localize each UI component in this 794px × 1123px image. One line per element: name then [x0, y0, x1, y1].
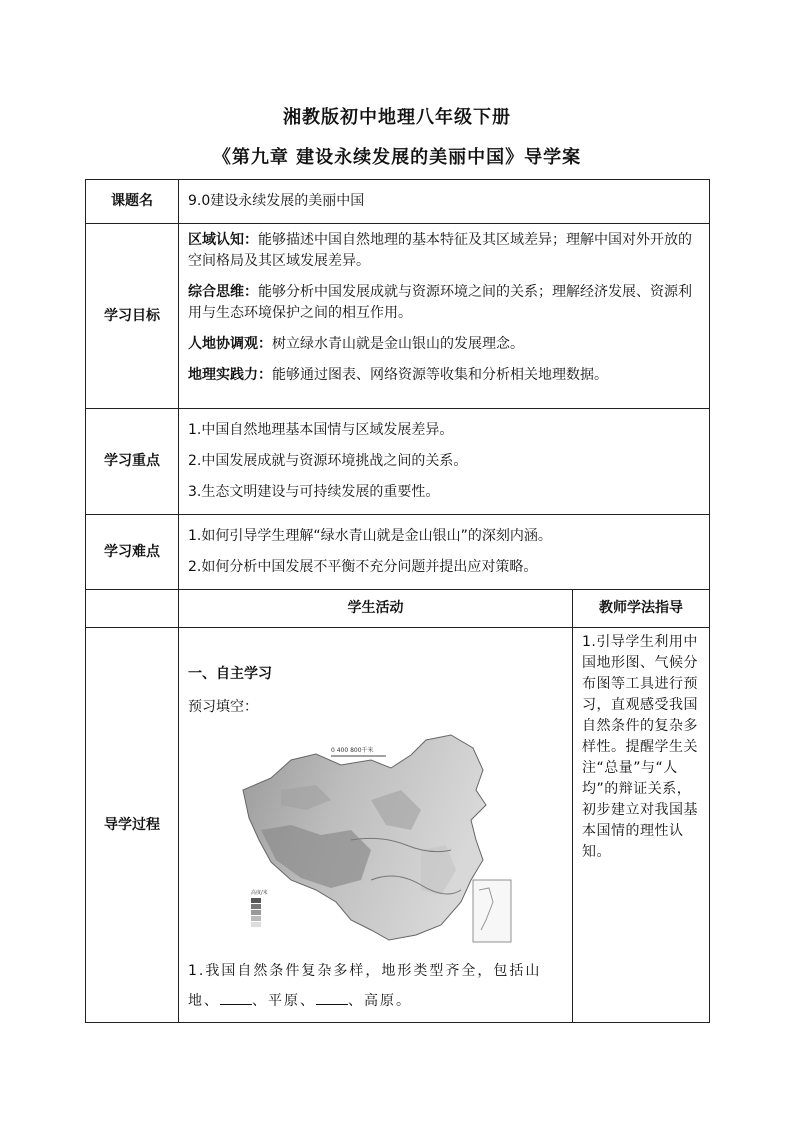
section-subtitle: 预习填空：: [188, 699, 258, 715]
process-label: 导学过程: [86, 628, 179, 1023]
teacher-guide-cell: 1.引导学生利用中国地形图、气候分布图等工具进行预习，直观感受我国自然条件的复杂多样性。提醒学生关注“总量”与“人均”的辩证关系，初步建立对我国基本国情的理性认知。: [573, 628, 710, 1023]
objectives-cell: [179, 224, 710, 409]
student-activity-header: 学生活动: [179, 590, 573, 628]
objective-item: 综合思维：能够分析中国发展成就与资源环境之间的关系；理解经济发展、资源利用与生态环境保护之间的相互作用。: [188, 284, 692, 321]
keypoints-label: 学习重点: [86, 409, 179, 515]
document-subtitle: 《第九章 建设永续发展的美丽中国》导学案: [212, 147, 582, 168]
keypoints-cell: [179, 409, 710, 515]
objectives-label: 学习目标: [86, 224, 179, 409]
student-activity-cell: [179, 628, 573, 1023]
difficulties-cell: [179, 515, 710, 590]
lesson-value: 9.0建设永续发展的美丽中国: [179, 180, 710, 224]
keypoint-item: 1.中国自然地理基本国情与区域发展差异。: [188, 422, 454, 438]
empty-header-cell: [86, 590, 179, 628]
lesson-plan-table: [85, 179, 710, 1023]
objective-item: 区域认知：能够描述中国自然地理的基本特征及其区域差异；理解中国对外开放的空间格局及其区域发展差异。: [188, 232, 692, 269]
south-china-sea-inset: [473, 880, 511, 942]
lesson-label: 课题名: [86, 180, 179, 224]
objective-item: 地理实践力：能够通过图表、网络资源等收集和分析相关地理数据。: [188, 367, 608, 383]
map-legend: [251, 889, 268, 927]
section-title: 一、自主学习: [188, 666, 272, 682]
keypoint-item: 2.中国发展成就与资源环境挑战之间的关系。: [188, 453, 468, 469]
map-scale-label: 0 400 800千米: [331, 747, 374, 754]
teacher-guide-header: 教师学法指导: [573, 590, 710, 628]
difficulty-item: 1.如何引导学生理解“绿水青山就是金山银山”的深刻内涵。: [188, 528, 552, 544]
difficulties-label: 学习难点: [86, 515, 179, 590]
answer-blank[interactable]: [220, 990, 252, 1005]
map-legend-title: 高度/米: [251, 890, 268, 896]
document-title: 湘教版初中地理八年级下册: [283, 107, 511, 128]
question-1: 1.我国自然条件复杂多样，地形类型齐全，包括山地、 、平原、 、高原。: [188, 963, 542, 1009]
keypoint-item: 3.生态文明建设与可持续发展的重要性。: [188, 484, 440, 500]
objective-item: 人地协调观：树立绿水青山就是金山银山的发展理念。: [188, 336, 524, 352]
difficulty-item: 2.如何分析中国发展不平衡不充分问题并提出应对策略。: [188, 559, 538, 575]
china-terrain-map: [221, 730, 523, 950]
answer-blank[interactable]: [316, 990, 348, 1005]
